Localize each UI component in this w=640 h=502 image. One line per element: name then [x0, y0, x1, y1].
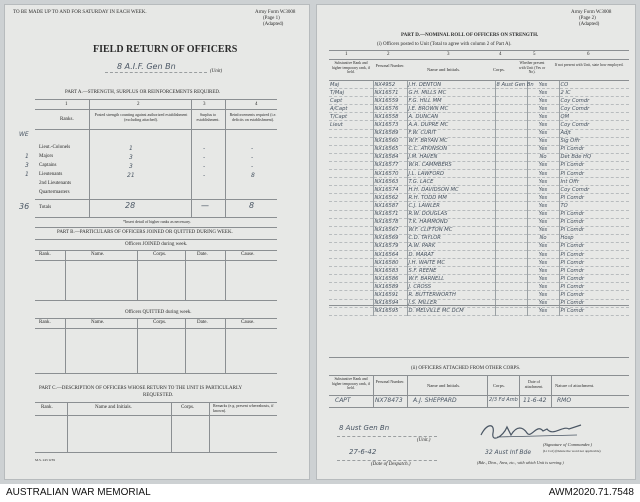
roll-cell	[329, 307, 373, 315]
roll-cell: Yes	[527, 210, 559, 218]
roll-cell	[495, 161, 527, 169]
roll-cell: Yes	[527, 275, 559, 283]
roll-cell: NX16573	[373, 121, 407, 129]
roll-cell: NX16564	[373, 250, 407, 258]
roll-cell	[495, 242, 527, 250]
roll-cell	[495, 202, 527, 210]
roll-cell: NX16574	[373, 186, 407, 194]
roll-cell: J.H. DENTON	[407, 81, 495, 89]
roll-cell: Sig Offr	[559, 137, 629, 145]
totals-label: Totals	[39, 205, 52, 210]
roll-row	[329, 170, 629, 178]
roll-cell: NX16567	[373, 226, 407, 234]
roll-row	[329, 283, 629, 291]
roll-cell: A.W. PARK	[407, 242, 495, 250]
roll-row	[329, 275, 629, 283]
roll-row	[329, 89, 629, 97]
totals-margin: 36	[19, 202, 30, 211]
roll-cell: Yes	[527, 194, 559, 202]
roll-cell	[495, 153, 527, 161]
roll-cell: Yes	[527, 129, 559, 137]
roll-cell: 8 Aust Gen Bn	[496, 81, 534, 88]
roll-row	[329, 307, 629, 315]
roll-cell: NX16594	[373, 299, 407, 307]
part-a-heading: PART A.—STRENGTH, SURPLUS OR REINFORCEMENTS REQUIRED.	[65, 90, 221, 95]
form-number: Army Form W.3008	[255, 10, 296, 15]
roll-cell: NX16563	[373, 178, 407, 186]
roll-cell: T/Capt	[329, 113, 373, 121]
roll-cell: Pl Comdr	[559, 283, 629, 291]
date-value: 27-6-42	[349, 448, 377, 456]
roll-row	[329, 137, 629, 145]
print-reference: M.S. 245 9/39	[35, 458, 56, 462]
roll-cell	[329, 267, 373, 275]
roll-cell	[495, 178, 527, 186]
roll-cell: Yes	[527, 186, 559, 194]
roll-cell	[329, 161, 373, 169]
roll-cell: Yes	[527, 202, 559, 210]
roll-cell: C.C. ATKINSON	[407, 145, 495, 153]
roll-cell: Pl Comdr	[559, 291, 629, 299]
roll-cell	[495, 145, 527, 153]
roll-row	[329, 259, 629, 267]
roll-cell: W.F. BRYAN MC	[407, 137, 495, 145]
roll-cell: Pl Comdr	[559, 259, 629, 267]
roll-cell	[495, 105, 527, 113]
roll-row	[329, 202, 629, 210]
roll-cell	[495, 210, 527, 218]
roll-cell: TO	[559, 202, 629, 210]
part-b-heading: PART B.—PARTICULARS OF OFFICERS JOINED OR QUITTED DURING WEEK.	[57, 230, 233, 235]
roll-cell: Yes	[527, 178, 559, 186]
roll-cell: Yes	[527, 291, 559, 299]
signature-label: (Signature of Commander.)	[543, 442, 592, 447]
roll-cell: Pl Comdr	[559, 218, 629, 226]
roll-cell: NX16558	[373, 113, 407, 121]
roll-cell: T/Maj	[329, 89, 373, 97]
roll-cell: Yes	[527, 226, 559, 234]
roll-cell: J.M. HAVEN	[407, 153, 495, 161]
bde-label: (Bde., Divn., Area, etc., with which Unit is serving.)	[477, 460, 564, 465]
roll-cell: Pl Comdr	[559, 194, 629, 202]
signature-sub: (Lt Col) (Delete the word not applicable)	[543, 449, 601, 453]
roll-cell: Coy Comdr	[559, 97, 629, 105]
roll-cell: Pl Comdr	[559, 170, 629, 178]
roll-cell: NX16595	[373, 307, 407, 315]
roll-cell	[329, 137, 373, 145]
roll-cell: Yes	[527, 170, 559, 178]
roll-cell: T.K. HAMMOND	[407, 218, 495, 226]
roll-cell	[329, 283, 373, 291]
roll-cell: Pl Comdr	[559, 275, 629, 283]
roll-row	[329, 242, 629, 250]
roll-cell: Hosp	[559, 234, 629, 242]
unit-label-2: (Unit.)	[417, 438, 431, 443]
footer-credit: AUSTRALIAN WAR MEMORIAL	[6, 487, 151, 498]
roll-cell	[329, 250, 373, 258]
roll-cell: Yes	[527, 161, 559, 169]
roll-cell: A/Capt	[329, 105, 373, 113]
roll-cell: D. MARAT	[407, 250, 495, 258]
roll-cell	[495, 226, 527, 234]
roll-cell	[495, 170, 527, 178]
roll-cell: NX16589	[373, 283, 407, 291]
roll-cell	[495, 259, 527, 267]
col-reinf: Reinforcements required (i.e. deficits on establishment).	[229, 112, 277, 122]
footnote: *Insert detail of higher ranks as necessary.	[123, 219, 191, 224]
roll-cell: Coy Comdr	[559, 105, 629, 113]
roll-cell: NX16570	[373, 170, 407, 178]
roll-cell: Yes	[527, 105, 559, 113]
roll-cell	[329, 186, 373, 194]
roll-cell	[495, 89, 527, 97]
roll-cell: Yes	[527, 81, 559, 89]
roll-cell	[329, 194, 373, 202]
roll-cell: NX16587	[373, 202, 407, 210]
unit-value-2: 8 Aust Gen Bn	[339, 424, 390, 432]
roll-row	[329, 234, 629, 242]
roll-cell: R.W. DOUGLAS	[407, 210, 495, 218]
roll-cell: W.F. CLIFTON MC	[407, 226, 495, 234]
roll-cell: QM	[559, 113, 629, 121]
roll-cell	[495, 137, 527, 145]
roll-cell: Yes	[527, 242, 559, 250]
roll-row	[329, 81, 629, 89]
roll-cell: W.F. BARNELL	[407, 275, 495, 283]
roll-cell: Pl Comdr	[559, 307, 629, 315]
roll-cell: Yes	[527, 218, 559, 226]
roll-cell	[495, 291, 527, 299]
roll-cell	[329, 291, 373, 299]
roll-cell: Coy Comdr	[559, 186, 629, 194]
roll-row	[329, 291, 629, 299]
roll-cell: NX16583	[373, 267, 407, 275]
roll-row	[329, 129, 629, 137]
part-c-heading: PART C.—DESCRIPTION OF OFFICERS WHOSE RETURN TO THE UNIT IS PARTICULARLY	[39, 386, 243, 391]
roll-cell: Yes	[527, 307, 559, 315]
roll-cell: Pl Comdr	[559, 145, 629, 153]
roll-cell: NX16584	[373, 153, 407, 161]
roll-cell: Maj	[329, 81, 373, 89]
roll-cell: Yes	[527, 267, 559, 275]
roll-cell	[329, 202, 373, 210]
roll-cell: T.G. LACE	[407, 178, 495, 186]
roll-cell	[329, 178, 373, 186]
roll-cell: NX16576	[373, 105, 407, 113]
roll-cell: No	[527, 153, 559, 161]
roll-cell: NX16589	[373, 129, 407, 137]
unit-value: 8 A.I.F. Gen Bn	[117, 62, 176, 71]
part-d-subheading: (i) Officers posted to Unit (Total to agree with column 2 of Part A).	[377, 42, 512, 47]
roll-cell: R. BUTTERWORTH	[407, 291, 495, 299]
roll-cell: Yes	[527, 89, 559, 97]
roll-cell	[495, 307, 527, 315]
roll-row	[329, 186, 629, 194]
bde-value: 32 Aust Inf Bde	[485, 449, 532, 456]
roll-cell	[495, 234, 527, 242]
roll-cell: H.H. DAVIDSON MC	[407, 186, 495, 194]
roll-row	[329, 267, 629, 275]
roll-cell: Pl Comdr	[559, 242, 629, 250]
roll-cell: Pl Comdr	[559, 161, 629, 169]
form-page-2: (Page 2)	[579, 16, 596, 21]
roll-row	[329, 105, 629, 113]
quitted-title: Officers QUITTED during week.	[125, 310, 192, 315]
form-number-2: Army Form W.3008	[571, 10, 612, 15]
roll-row	[329, 218, 629, 226]
roll-cell	[495, 113, 527, 121]
roll-cell	[329, 234, 373, 242]
roll-cell: NX16586	[373, 275, 407, 283]
roll-cell	[495, 121, 527, 129]
roll-cell	[329, 226, 373, 234]
roll-cell	[329, 242, 373, 250]
roll-cell: Coy Comdr	[559, 121, 629, 129]
roll-cell	[495, 218, 527, 226]
roll-cell: Yes	[527, 121, 559, 129]
roll-cell: Yes	[527, 97, 559, 105]
roll-cell: Det Bde HQ	[559, 153, 629, 161]
right-page: Army Form W.3008 (Page 2) (Adapted) PART D.—NOMINAL ROLL OF OFFICERS ON STRENGTH. (i) Officers posted to Unit (Total to agree with column 2 of Part A). 1 2 3 4 5 6 Substantive Rank and higher temporary rank, if held. Personal Number. Name and Initials. Corps. Whether present with Unit (Yes or No). If not present with Unit, state how employed. Maj NX4952 J.H. DENTON 8 Aust Gen Bn Yes CO T/Maj NX16571 G.H. MILLS MC Yes 2 IC Capt NX16559 F.G. HILL MM Yes Coy Comdr A/Capt NX16576 J.E. BROWN MC Yes Coy Comdr T/Capt NX16558 A. DUNCAN Yes QM Lieut NX16573 A.A. DUPRE MC Yes Coy Comdr NX16589 F.W. CURIT Yes Adjt NX16560 W.F. BRYAN MC Yes Sig Offr NX16565 C.C. ATKINSON Yes Pl Comdr NX16584 J.M. HAVEN No Det Bde HQ NX16577 W.R. CAMMBERS Yes Pl Comdr NX16570 J.L. LAWFORD Yes Pl Comdr NX16563 T.G. LACE Yes Int Offr NX16574 H.H. DAVIDSON MC Yes Coy Comdr NX16562 R.H. TODD MM Yes Pl Comdr NX16587 C.J. LAWLER Yes TO NX16571 R.W. DOUGLAS Yes Pl Comdr NX16578 T.K. HAMMOND Yes Pl Comdr NX16567 W.F. CLIFTON MC Yes Pl Comdr NX16569 C.D. TAYLOR No Hosp NX16579 A.W. PARK Yes Pl Comdr NX16564 D. MARAT Yes Pl Comdr NX16580 J.H. WAITE MC Yes Pl Comdr NX16583 S.F. REENE Yes Pl Comdr NX16586 W.F. BARNELL Yes Pl Comdr NX16589 J. CROSS Yes Pl Comdr NX16591 R. BUTTERWORTH Yes Pl Comdr NX16594 J.S. MILLER Yes Pl Comdr NX16595 D. MELVILLE MC DCM Yes Pl Comdr (ii) OFFICERS ATTACHED FROM OTHER CORPS. Substantive Rank and higher temporary rank, if held. Personal Number. Name and Initials. Corps. Date of attachment. Nature of attachment. CAPT NX78473 A.J. SHEPPARD 2/3 Fd Amb 11-6-42 RMO 8 Aust Gen Bn (Unit.) (Signature of Commander.) (Lt Col) (Delete the word not applicable) 32 Aust Inf Bde (Bde., Divn., Area, etc., with which Unit is serving.) 27-6-42 (Date of Despatch.)	[316, 4, 636, 480]
roll-cell: Yes	[527, 259, 559, 267]
roll-cell: NX16579	[373, 242, 407, 250]
roll-cell: Lieut	[329, 121, 373, 129]
roll-cell: 2 IC	[559, 89, 629, 97]
roll-cell: Int Offr	[559, 178, 629, 186]
roll-cell: Pl Comdr	[559, 250, 629, 258]
roll-cell	[329, 259, 373, 267]
roll-cell	[329, 170, 373, 178]
roll-row	[329, 226, 629, 234]
roll-cell: D. MELVILLE MC DCM	[407, 307, 495, 315]
roll-cell	[329, 275, 373, 283]
form-adapted: (Adapted)	[263, 22, 284, 27]
roll-cell	[495, 194, 527, 202]
roll-row	[329, 121, 629, 129]
roll-cell: Yes	[527, 250, 559, 258]
roll-cell: Pl Comdr	[559, 267, 629, 275]
nominal-roll-table	[329, 81, 629, 316]
roll-cell: NX16562	[373, 194, 407, 202]
left-page: TO BE MADE UP TO AND FOR SATURDAY IN EACH WEEK. Army Form W.3008 (Page 1) (Adapted) FIELD RETURN OF OFFICERS 8 A.I.F. Gen Bn (Unit) PART A.—STRENGTH, SURPLUS OR REINFORCEMENTS REQUIRED. 1 2 3 4 Ranks. Posted strength counting against authorized establishment (excluding attached). Surplus to establishment. Reinforcements required (i.e. deficits on establishment). Lieut.-Colonels Majors Captains Lieutenants 2nd Lieutenants Quartermasters WE 1 3 1 1 3 3 21 - - - - - - - 8 36 Totals 28 — 8 *Insert detail of higher ranks as necessary. PART B.—PARTICULARS OF OFFICERS JOINED OR QUITTED DURING WEEK. Officers JOINED during week. Rank. Name. Corps. Date. Cause. Officers QUITTED during week. Rank. Name. Corps. Date. Cause. PART C.—DESCRIPTION OF OFFICERS WHOSE RETURN TO THE UNIT IS PARTICULARLY REQUESTED. Rank. Name and Initials. Corps. Remarks (e.g. present whereabouts, if known). M.S. 245 9/39	[4, 4, 310, 480]
roll-cell: No	[527, 234, 559, 242]
roll-cell	[329, 210, 373, 218]
roll-cell: F.G. HILL MM	[407, 97, 495, 105]
roll-cell: A.A. DUPRE MC	[407, 121, 495, 129]
header-instruction: TO BE MADE UP TO AND FOR SATURDAY IN EACH WEEK.	[13, 10, 147, 15]
roll-cell: NX16565	[373, 145, 407, 153]
roll-row	[329, 153, 629, 161]
roll-cell: S.F. REENE	[407, 267, 495, 275]
roll-cell: CO	[559, 81, 629, 89]
col-ranks: Ranks.	[60, 117, 74, 122]
roll-cell: NX16569	[373, 234, 407, 242]
roll-cell: NX16577	[373, 161, 407, 169]
date-label: (Date of Despatch.)	[371, 462, 411, 467]
roll-cell	[495, 267, 527, 275]
totals-surplus: —	[201, 201, 209, 210]
roll-cell: C.J. LAWLER	[407, 202, 495, 210]
roll-row	[329, 178, 629, 186]
roll-cell	[495, 97, 527, 105]
col-surplus: Surplus to establishment.	[196, 112, 220, 122]
roll-cell: NX16571	[373, 210, 407, 218]
roll-cell: W.R. CAMMBERS	[407, 161, 495, 169]
part-d-heading: PART D.—NOMINAL ROLL OF OFFICERS ON STRENGTH.	[401, 33, 539, 38]
roll-cell: Pl Comdr	[559, 226, 629, 234]
roll-row	[329, 250, 629, 258]
roll-cell	[495, 129, 527, 137]
roll-cell: NX16560	[373, 137, 407, 145]
roll-cell: J.L. LAWFORD	[407, 170, 495, 178]
roll-row	[329, 97, 629, 105]
roll-cell: Yes	[527, 283, 559, 291]
roll-row	[329, 113, 629, 121]
roll-cell: J. CROSS	[407, 283, 495, 291]
roll-cell: NX4952	[373, 81, 407, 89]
roll-cell: Yes	[527, 137, 559, 145]
roll-cell: Pl Comdr	[559, 210, 629, 218]
col-posted: Posted strength counting against authorized establishment (excluding attached).	[94, 112, 188, 122]
roll-cell	[329, 218, 373, 226]
roll-cell	[495, 250, 527, 258]
roll-row	[329, 194, 629, 202]
roll-cell: Pl Comdr	[559, 299, 629, 307]
roll-cell: Yes	[527, 299, 559, 307]
roll-cell	[329, 153, 373, 161]
roll-cell	[495, 186, 527, 194]
roll-cell: NX16578	[373, 218, 407, 226]
roll-cell: C.D. TAYLOR	[407, 234, 495, 242]
form-adapted-2: (Adapted)	[579, 22, 600, 27]
footer-accession: AWM2020.71.7548	[548, 487, 634, 498]
roll-row	[329, 145, 629, 153]
roll-cell: NX16571	[373, 89, 407, 97]
roll-cell: F.W. CURIT	[407, 129, 495, 137]
roll-row	[329, 210, 629, 218]
roll-cell	[329, 145, 373, 153]
roll-cell: G.H. MILLS MC	[407, 89, 495, 97]
roll-cell	[495, 283, 527, 291]
roll-cell: NX16591	[373, 291, 407, 299]
roll-cell: J.H. WAITE MC	[407, 259, 495, 267]
roll-cell: A. DUNCAN	[407, 113, 495, 121]
roll-cell: R.H. TODD MM	[407, 194, 495, 202]
unit-label: (Unit)	[210, 69, 223, 74]
roll-cell: J.S. MILLER	[407, 299, 495, 307]
roll-cell	[329, 129, 373, 137]
roll-cell: Adjt	[559, 129, 629, 137]
form-page: (Page 1)	[263, 16, 280, 21]
totals-reinf: 8	[249, 201, 255, 210]
roll-cell: Yes	[527, 113, 559, 121]
page-title: FIELD RETURN OF OFFICERS	[93, 44, 238, 55]
totals-posted: 28	[125, 201, 136, 210]
joined-title: Officers JOINED during week.	[125, 242, 188, 247]
attached-heading: (ii) OFFICERS ATTACHED FROM OTHER CORPS.	[411, 366, 521, 371]
roll-cell: NX16580	[373, 259, 407, 267]
roll-cell: NX16559	[373, 97, 407, 105]
roll-cell	[495, 275, 527, 283]
roll-cell: Capt	[329, 97, 373, 105]
roll-cell: Yes	[527, 145, 559, 153]
roll-row	[329, 161, 629, 169]
roll-cell: J.E. BROWN MC	[407, 105, 495, 113]
commander-signature	[477, 419, 587, 441]
